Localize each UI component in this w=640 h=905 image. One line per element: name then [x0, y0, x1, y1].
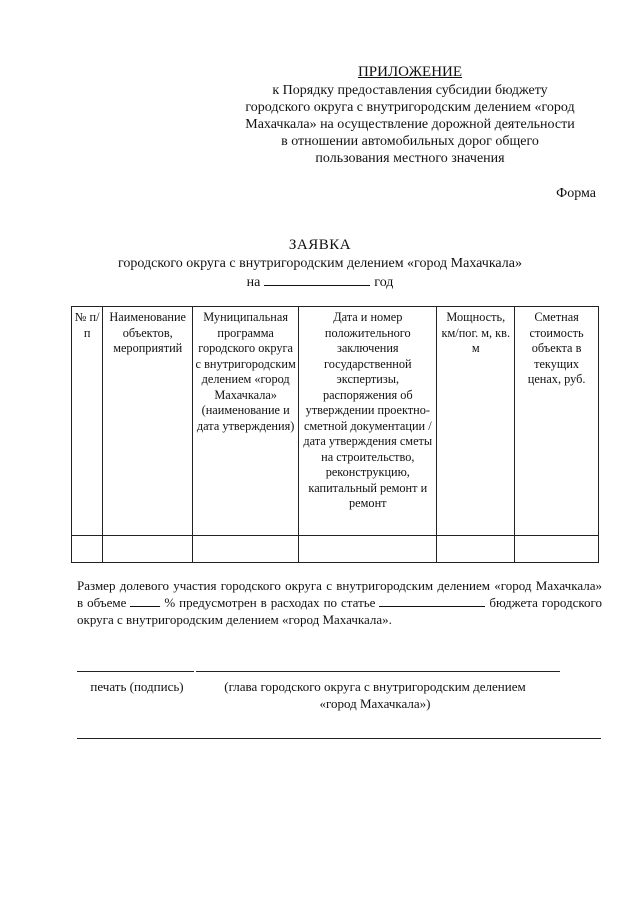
table-cell	[299, 536, 437, 563]
signature-line-right	[196, 671, 560, 672]
table-header-row	[72, 307, 599, 536]
year-blank	[264, 272, 370, 286]
header-cell-cost: Сметная стоимость объекта в текущих ценах, руб.	[515, 307, 599, 536]
table-cell	[437, 536, 515, 563]
appendix-line: Махачкала» на осуществление дорожной деятельности	[245, 117, 575, 132]
appendix-title: ПРИЛОЖЕНИЕ	[357, 64, 463, 80]
appendix-line: пользования местного значения	[315, 151, 505, 166]
signature-caption-left: печать (подпись)	[90, 679, 184, 694]
header-cell-program: Муниципальная программа городского округа с внутригородским делением «город Махачкала» (наименование и дата утверждения)	[193, 307, 299, 536]
signature-line-left	[77, 671, 194, 672]
form-label: Форма	[556, 186, 596, 201]
application-subtitle: городского округа с внутригородским делением «город Махачкала»	[118, 256, 522, 271]
percent-blank	[130, 594, 160, 607]
appendix-line: к Порядку предоставления субсидии бюджету	[272, 83, 548, 98]
share-text-1: Размер долевого участия городского округа с внутригородским делением «город Махачкала» в объеме	[77, 578, 602, 610]
appendix-block	[220, 64, 600, 167]
table-row	[72, 536, 599, 563]
year-suffix: год	[374, 275, 394, 290]
appendix-line: в отношении автомобильных дорог общего	[281, 134, 539, 149]
header-cell-expertise: Дата и номер положительного заключения государственной экспертизы, распоряжения об утверждении проектно-сметной документации / дата утверждения сметы на строительство, реконструкцию, капитальный ремонт и ремонт	[299, 307, 437, 536]
bottom-divider	[77, 738, 601, 739]
application-table	[71, 306, 599, 563]
share-text-2: % предусмотрен в расходах по статье	[164, 595, 376, 610]
table-cell	[515, 536, 599, 563]
application-year-line	[40, 272, 600, 291]
table-cell	[193, 536, 299, 563]
table-cell	[72, 536, 103, 563]
signature-caption-right: (глава городского округа с внутригородским делением «город Махачкала»)	[224, 679, 526, 711]
share-paragraph	[77, 577, 602, 628]
header-cell-number: № п/п	[72, 307, 103, 536]
table-cell	[103, 536, 193, 563]
year-prefix: на	[246, 275, 261, 290]
header-cell-capacity: Мощность, км/пог. м, кв. м	[437, 307, 515, 536]
application-heading	[40, 237, 600, 291]
share-text-3: бюджета городского округа с внутригородским делением «город Махачкала».	[77, 595, 603, 627]
article-blank	[379, 594, 485, 607]
header-cell-objects: Наименование объектов, мероприятий	[103, 307, 193, 536]
application-title: ЗАЯВКА	[288, 237, 352, 253]
appendix-line: городского округа с внутригородским делением «город	[245, 100, 575, 115]
